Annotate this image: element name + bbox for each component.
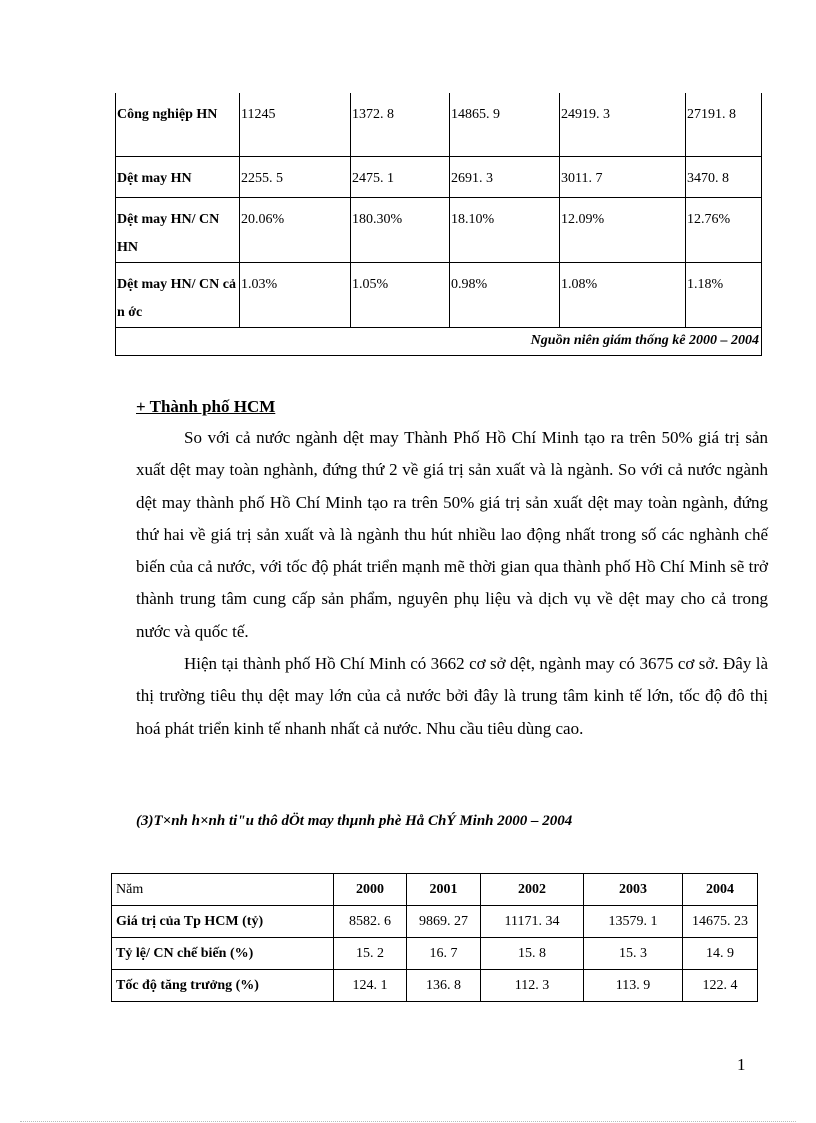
table-cell: 15. 8 bbox=[481, 938, 584, 970]
table-cell: 20.06% bbox=[240, 197, 351, 262]
table-row bbox=[116, 93, 762, 156]
table-cell: 1.05% bbox=[351, 262, 450, 327]
table-cell: 136. 8 bbox=[407, 970, 481, 1002]
header-cell: 2004 bbox=[683, 874, 758, 906]
row-label: Dệt may HN/ CN HN bbox=[116, 197, 240, 262]
table-cell: 13579. 1 bbox=[584, 906, 683, 938]
table-row bbox=[112, 938, 758, 970]
table-cell: 9869. 27 bbox=[407, 906, 481, 938]
section-heading: + Thành phố HCM bbox=[136, 397, 276, 416]
row-label: Giá trị của Tp HCM (tỷ) bbox=[112, 906, 334, 938]
table-cell: 112. 3 bbox=[481, 970, 584, 1002]
row-label: Tốc độ tăng trưởng (%) bbox=[112, 970, 334, 1002]
table-cell: 1.08% bbox=[560, 262, 686, 327]
row-label: Tỷ lệ/ CN chế biến (%) bbox=[112, 938, 334, 970]
table-cell: 2691. 3 bbox=[450, 156, 560, 197]
header-cell: 2000 bbox=[334, 874, 407, 906]
table-caption: (3)T×nh h×nh ti"u thô dÖt may thµnh phè Hå ChÝ Minh 2000 – 2004 bbox=[136, 813, 573, 829]
table-row bbox=[112, 970, 758, 1002]
table-cell: 16. 7 bbox=[407, 938, 481, 970]
table-cell: 0.98% bbox=[450, 262, 560, 327]
header-cell: Năm bbox=[112, 874, 334, 906]
table-cell: 113. 9 bbox=[584, 970, 683, 1002]
body-text bbox=[136, 422, 768, 745]
table-cell: 3011. 7 bbox=[560, 156, 686, 197]
table-cell: 124. 1 bbox=[334, 970, 407, 1002]
table-cell: 1372. 8 bbox=[351, 93, 450, 156]
table-cell: 8582. 6 bbox=[334, 906, 407, 938]
hanoi-textile-table bbox=[115, 93, 762, 356]
hcm-textile-table bbox=[111, 873, 758, 1002]
table-row bbox=[116, 156, 762, 197]
paragraph: Hiện tại thành phố Hồ Chí Minh có 3662 cơ sở dệt, ngành may có 3675 cơ sở. Đây là thị trường tiêu thụ dệt may lớn của cả nước bởi đây là trung tâm kinh tế lớn, tốc độ đô thị hoá phát triển kinh tế nhanh nhất cả nước. Nhu cầu tiêu dùng cao. bbox=[136, 654, 768, 738]
page-number: 1 bbox=[737, 1055, 746, 1074]
table-cell: 27191. 8 bbox=[686, 93, 762, 156]
table-cell: 14865. 9 bbox=[450, 93, 560, 156]
page-edge-divider bbox=[20, 1121, 796, 1122]
table-cell: 2255. 5 bbox=[240, 156, 351, 197]
table-row bbox=[116, 262, 762, 327]
header-cell: 2001 bbox=[407, 874, 481, 906]
row-label: Dệt may HN bbox=[116, 156, 240, 197]
table-cell: 15. 3 bbox=[584, 938, 683, 970]
row-label: Dệt may HN/ CN cả n ớc bbox=[116, 262, 240, 327]
table-row bbox=[116, 327, 762, 355]
table-row bbox=[112, 906, 758, 938]
table-cell: 12.09% bbox=[560, 197, 686, 262]
table-cell: 1.03% bbox=[240, 262, 351, 327]
table-cell: 12.76% bbox=[686, 197, 762, 262]
table-cell: 14675. 23 bbox=[683, 906, 758, 938]
source-note: Nguồn niên giám thống kê 2000 – 2004 bbox=[116, 327, 762, 355]
header-cell: 2002 bbox=[481, 874, 584, 906]
table-cell: 3470. 8 bbox=[686, 156, 762, 197]
table-cell: 180.30% bbox=[351, 197, 450, 262]
table-cell: 18.10% bbox=[450, 197, 560, 262]
table-cell: 11171. 34 bbox=[481, 906, 584, 938]
table-cell: 24919. 3 bbox=[560, 93, 686, 156]
row-label: Công nghiệp HN bbox=[116, 93, 240, 156]
table-header-row bbox=[112, 874, 758, 906]
table-row bbox=[116, 197, 762, 262]
table-cell: 15. 2 bbox=[334, 938, 407, 970]
paragraph: So với cả nước ngành dệt may Thành Phố Hồ Chí Minh tạo ra trên 50% giá trị sản xuất dệt may toàn nghành, đứng thứ 2 về giá trị sản xuất và là ngành. So với cả nước ngành dệt may thành phố Hồ Chí Minh tạo ra trên 50% giá trị sản xuất dệt may toàn ngành, đứng thứ hai về giá trị sản xuất và là ngành thu hút nhiều lao động nhất trong số các nghành chế biến của cả nước, với tốc độ phát triển mạnh mẽ thời gian qua thành phố Hồ Chí Minh sẽ trở thành trung tâm cung cấp sản phẩm, nguyên phụ liệu và dịch vụ về dệt may cho cả trong nước và quốc tế. bbox=[136, 428, 768, 641]
table-cell: 11245 bbox=[240, 93, 351, 156]
table-cell: 14. 9 bbox=[683, 938, 758, 970]
table-cell: 2475. 1 bbox=[351, 156, 450, 197]
table-cell: 122. 4 bbox=[683, 970, 758, 1002]
table-cell: 1.18% bbox=[686, 262, 762, 327]
header-cell: 2003 bbox=[584, 874, 683, 906]
